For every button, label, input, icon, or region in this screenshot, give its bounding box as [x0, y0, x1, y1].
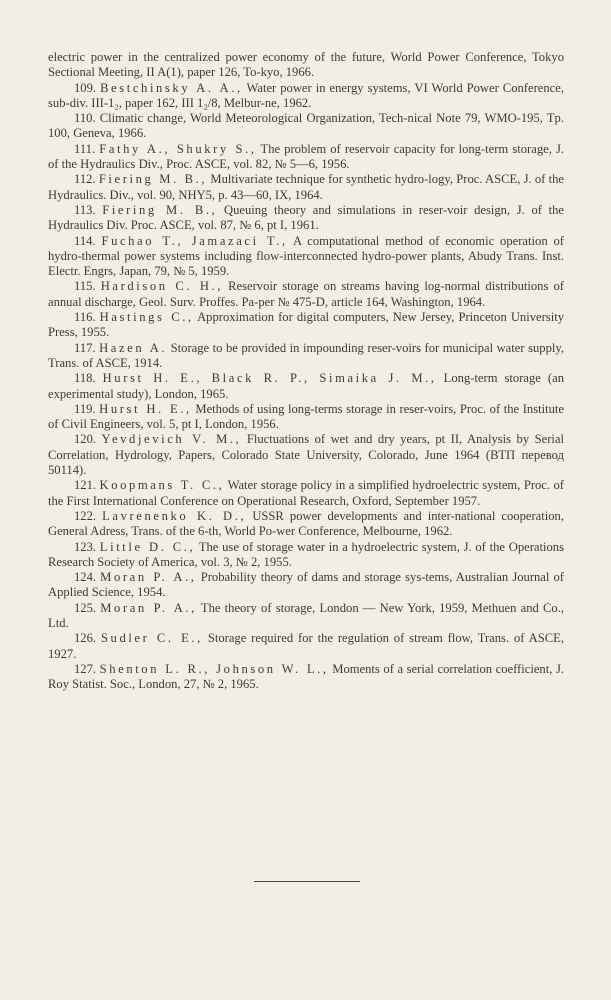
reference-number: 124.: [74, 570, 97, 585]
reference-continuation: electric power in the centralized power economy of the future, World Power Conference, Tokyo Sectional Meeting, II A(1), paper 126, To-kyo, 1966.: [48, 50, 564, 80]
reference-authors: Moran P. A.,: [100, 600, 197, 615]
reference-citation: Storage to be provided in impounding reser-voirs for municipal water supply, Trans. of ASCE, 1914.: [48, 340, 564, 370]
reference-citation: The use of storage water in a hydroelectric system, J. of the Operations Research Society of America, vol. 3, № 2, 1955.: [48, 539, 564, 569]
reference-number: 112.: [74, 172, 96, 187]
reference-entry: [48, 570, 564, 601]
reference-citation: Queuing theory and simulations in reser-voir design, J. of the Hydraulics Div. Proc. ASCE, vol. 87, № 6, pt I, 1961.: [48, 202, 564, 233]
reference-authors: Moran P. A.,: [100, 570, 197, 585]
reference-entry: [48, 81, 564, 112]
reference-list: [48, 50, 564, 692]
reference-number: 126.: [74, 631, 97, 646]
reference-authors: Hardison C. H.,: [100, 279, 224, 294]
reference-entry: [48, 341, 564, 372]
reference-number: 110.: [74, 111, 96, 126]
reference-citation: Long-term storage (an experimental study), London, 1965.: [48, 371, 564, 401]
reference-number: 125.: [74, 600, 97, 615]
end-rule: [254, 881, 360, 882]
reference-authors: Fiering M. B.,: [98, 172, 208, 187]
reference-authors: Fathy A., Shukry S.,: [99, 141, 257, 156]
reference-authors: Yevdjevich V. M.,: [101, 432, 242, 447]
reference-number: 117.: [74, 340, 96, 355]
reference-number: 118.: [74, 371, 96, 386]
reference-number: 127.: [74, 661, 97, 676]
reference-entry: [48, 279, 564, 310]
reference-citation: Probability theory of dams and storage sys-tems, Australian Journal of Applied Science, 1954.: [48, 570, 564, 600]
reference-citation: Water storage policy in a simplified hydroelectric system, Proc. of the First International Conference on Operational Research, Oxford, September 1957.: [48, 478, 564, 508]
reference-citation: Reservoir storage on streams having log-normal distributions of annual discharge, Geol. Surv. Proffes. Pa-per № 475-D, article 164, Washington, 1964.: [48, 279, 564, 309]
reference-authors: Shenton L. R., Johnson W. L.,: [99, 661, 329, 676]
reference-authors: Hurst H. E., Black R. P., Simaika J. M.,: [102, 371, 437, 386]
reference-authors: Hurst H. E.,: [99, 401, 192, 416]
reference-number: 119.: [74, 401, 96, 416]
reference-entry: [48, 402, 564, 433]
reference-citation: USSR power developments and inter-national cooperation, General Adress, Trans. of the 6-th, World Po-wer Conference, Melbourne, 1962.: [48, 508, 564, 539]
reference-number: 109.: [74, 80, 97, 95]
reference-authors: Koopmans T. C.,: [99, 478, 225, 493]
reference-entry: [48, 631, 564, 662]
reference-number: 122.: [74, 508, 97, 523]
reference-entry: [48, 142, 564, 173]
reference-authors: Hastings C.,: [99, 310, 194, 325]
reference-authors: Hazen A.: [99, 340, 168, 355]
reference-citation: A computational method of economic operation of hydro-thermal power systems including flow-interconnected hydro-power plants, Abudy Trans. Inst. Electr. Engrs, Japan, 79, № 5, 1959.: [48, 233, 564, 279]
reference-number: 116.: [74, 310, 96, 325]
reference-citation: Climatic change, World Meteorological Organization, Tech-nical Note 79, WMO-195, Tp. 100, Geneva, 1966.: [48, 111, 564, 141]
reference-citation: Moments of a serial correlation coefficient, J. Roy Statist. Soc., London, 27, № 2, 1965.: [48, 661, 564, 692]
reference-number: 114.: [74, 233, 96, 248]
reference-entry: [48, 371, 564, 402]
reference-number: 121.: [74, 478, 97, 493]
reference-citation: Water power in energy systems, VI World Power Conference, sub-div. III-1₂, paper 162, III 1₂/8, Melbur-ne, 1962.: [48, 80, 564, 110]
reference-entry: [48, 111, 564, 142]
reference-entries: [48, 81, 564, 693]
reference-citation: Fluctuations of wet and dry years, pt II, Analysis by Serial Correlation, Hydrology, Papers, Colorado State University, Colorado, June 1964 (ВТП перевод 50114).: [48, 432, 564, 478]
reference-authors: Lavrenenko K. D.,: [102, 508, 247, 523]
reference-authors: Fuchao T., Jamazaci T.,: [101, 233, 288, 248]
reference-number: 113.: [74, 202, 96, 217]
reference-entry: [48, 172, 564, 203]
reference-number: 115.: [74, 279, 96, 294]
reference-authors: Fiering M. B.,: [102, 202, 218, 217]
reference-authors: Little D. C.,: [99, 539, 196, 554]
reference-number: 123.: [74, 539, 97, 554]
reference-citation: Multivariate technique for synthetic hydro-logy, Proc. ASCE, J. of the Hydraulics. Div., vol. 90, NHY5, p. 43—60, IX, 1964.: [48, 172, 565, 202]
reference-number: 111.: [74, 141, 96, 156]
reference-entry: [48, 432, 564, 478]
reference-entry: [48, 234, 564, 280]
reference-entry: [48, 203, 564, 234]
reference-citation: Methods of using long-terms storage in reser-voirs, Proc. of the Institute of Civil Engineers, vol. 5, pt I, London, 1956.: [48, 401, 564, 432]
reference-citation: The problem of reservoir capacity for long-term storage, J. of the Hydraulics Div., Proc. ASCE, vol. 82, № 5—6, 1956.: [48, 141, 565, 172]
reference-entry: [48, 509, 564, 540]
reference-entry: [48, 601, 564, 632]
reference-citation: Approximation for digital computers, New Jersey, Princeton University Press, 1955.: [48, 310, 564, 340]
reference-entry: [48, 478, 564, 509]
reference-number: 120.: [74, 432, 97, 447]
reference-entry: [48, 540, 564, 571]
reference-entry: [48, 662, 564, 693]
reference-citation: The theory of storage, London — New York, 1959, Methuen and Co., Ltd.: [48, 600, 564, 630]
reference-authors: Sudler C. E.,: [100, 631, 203, 646]
reference-citation: Storage required for the regulation of stream flow, Trans. of ASCE, 1927.: [48, 631, 564, 661]
reference-entry: [48, 310, 564, 341]
reference-authors: Bestchinsky A. A.,: [100, 80, 243, 95]
